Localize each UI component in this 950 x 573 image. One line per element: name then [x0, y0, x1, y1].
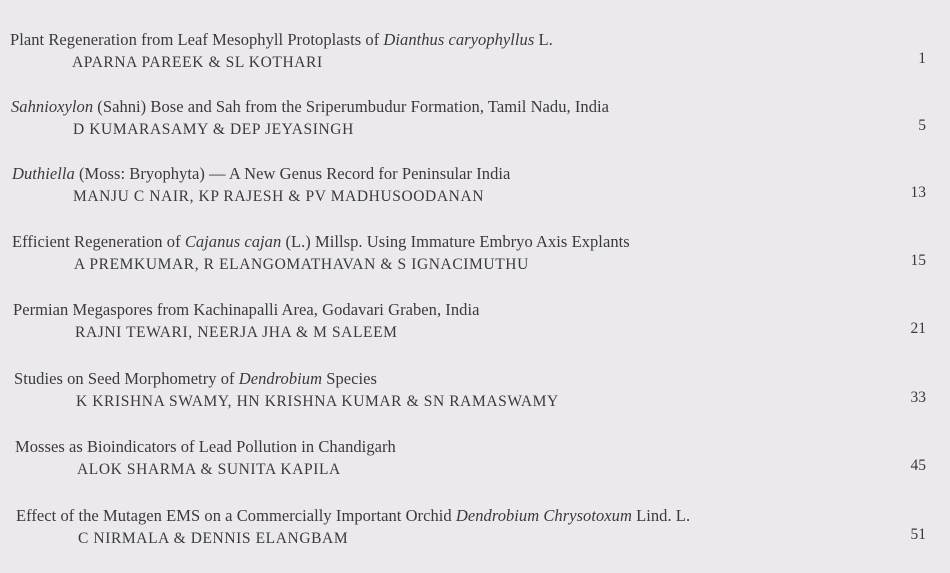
page-number: 13	[910, 184, 926, 201]
article-title: Permian Megaspores from Kachinapalli Area, Godavari Graben, India	[13, 300, 480, 319]
article-title: Duthiella (Moss: Bryophyta) — A New Genus Record for Peninsular India	[12, 164, 511, 183]
article-title: Studies on Seed Morphometry of Dendrobium Species	[14, 369, 377, 388]
article-title: Efficient Regeneration of Cajanus cajan (L.) Millsp. Using Immature Embryo Axis Explants	[12, 232, 630, 251]
article-authors: MANJU C NAIR, KP RAJESH & PV MADHUSOODANAN	[73, 188, 485, 205]
article-authors: RAJNI TEWARI, NEERJA JHA & M SALEEM	[75, 324, 398, 341]
article-title: Mosses as Bioindicators of Lead Pollution in Chandigarh	[15, 437, 396, 456]
toc-entry	[0, 164, 950, 214]
page-number: 45	[910, 457, 926, 474]
page-number: 5	[918, 117, 926, 134]
toc-entry	[0, 30, 950, 80]
toc-entry	[0, 232, 950, 282]
page-number: 1	[918, 50, 926, 67]
article-authors: APARNA PAREEK & SL KOTHARI	[72, 54, 323, 71]
toc-entry	[0, 97, 950, 147]
toc-entry	[0, 369, 950, 419]
article-authors: A PREMKUMAR, R ELANGOMATHAVAN & S IGNACIMUTHU	[74, 256, 529, 273]
article-authors: ALOK SHARMA & SUNITA KAPILA	[77, 461, 341, 478]
article-title: Effect of the Mutagen EMS on a Commercially Important Orchid Dendrobium Chrysotoxum Lind. L.	[16, 506, 691, 525]
page-number: 21	[910, 320, 926, 337]
toc-entry	[0, 437, 950, 487]
article-title: Plant Regeneration from Leaf Mesophyll Protoplasts of Dianthus caryophyllus L.	[10, 30, 553, 49]
page-number: 51	[910, 526, 926, 543]
toc-entry	[0, 506, 950, 556]
article-authors: C NIRMALA & DENNIS ELANGBAM	[78, 530, 349, 547]
page-number: 15	[910, 252, 926, 269]
article-authors: K KRISHNA SWAMY, HN KRISHNA KUMAR & SN RAMASWAMY	[76, 393, 559, 410]
article-authors: D KUMARASAMY & DEP JEYASINGH	[73, 121, 354, 138]
toc-entry	[0, 300, 950, 350]
article-title: Sahnioxylon (Sahni) Bose and Sah from the Sriperumbudur Formation, Tamil Nadu, India	[11, 97, 610, 116]
page-number: 33	[910, 389, 926, 406]
